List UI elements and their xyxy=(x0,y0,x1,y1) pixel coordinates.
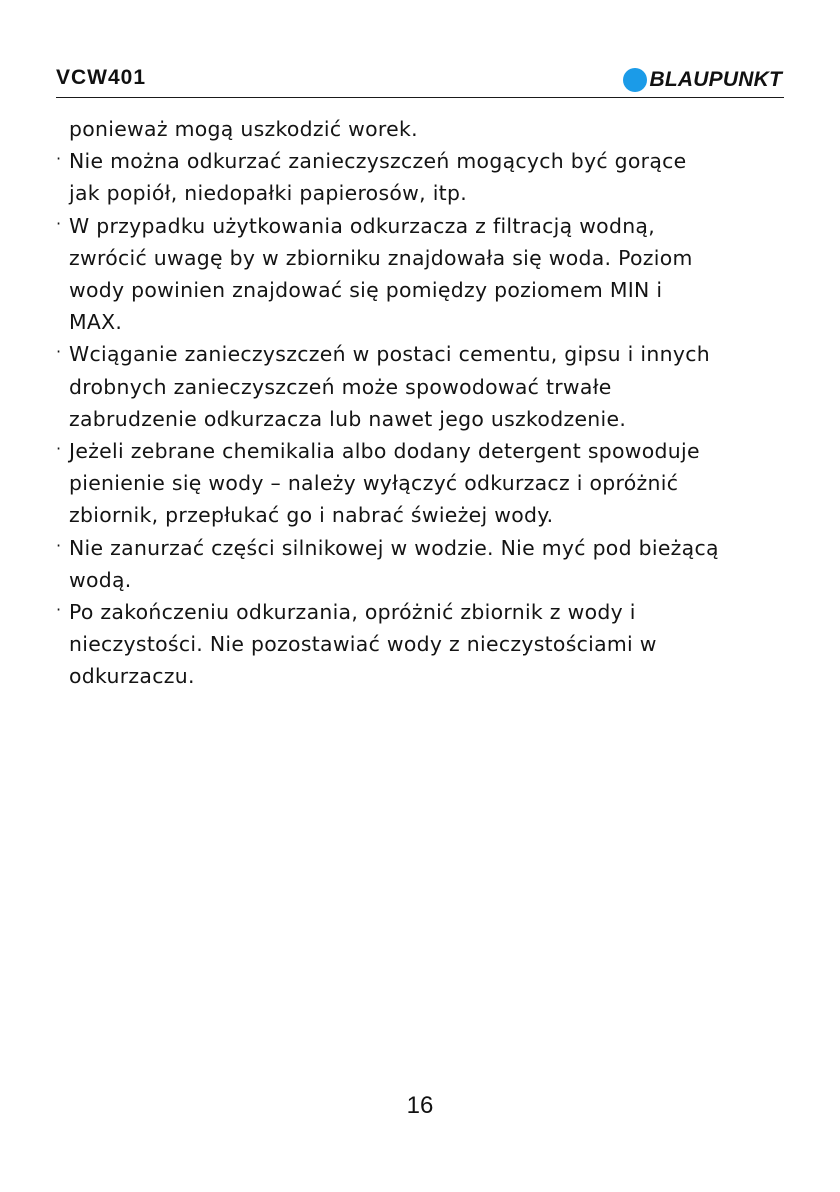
bullet-icon: · xyxy=(56,600,62,620)
model-name: VCW401 xyxy=(56,66,147,89)
list-item xyxy=(56,435,796,532)
list-item xyxy=(56,210,796,339)
list-item xyxy=(56,338,796,435)
paragraph-line: MAX. xyxy=(69,310,123,335)
brand-name: BLAUPUNKT xyxy=(649,68,782,91)
paragraph-line: W przypadku użytkowania odkurzacza z filtracją wodną, xyxy=(69,213,655,238)
paragraph-line: wodą. xyxy=(69,567,132,592)
paragraph-line: drobnych zanieczyszczeń może spowodować trwałe xyxy=(69,374,612,399)
paragraph-line: ponieważ mogą uszkodzić worek. xyxy=(69,117,418,141)
brand-dot-icon xyxy=(623,68,647,92)
paragraph-line: jak popiół, niedopałki papierosów, itp. xyxy=(69,181,467,206)
header-divider xyxy=(56,97,784,98)
bullet-icon: · xyxy=(56,535,62,555)
paragraph-line: Jeżeli zebrane chemikalia albo dodany detergent spowoduje xyxy=(69,439,700,464)
paragraph-line: Nie zanurzać części silnikowej w wodzie. Nie myć pod bieżącą xyxy=(69,535,719,560)
page-header xyxy=(56,64,784,98)
paragraph-line: Po zakończeniu odkurzania, opróżnić zbiornik z wody i xyxy=(69,600,636,625)
bullet-icon: · xyxy=(56,213,62,233)
paragraph-line: nieczystości. Nie pozostawiać wody z nieczystościami w xyxy=(69,632,657,657)
paragraph-line: pienienie się wody – należy wyłączyć odkurzacz i opróżnić xyxy=(69,471,679,496)
paragraph-line: zbiornik, przepłukać go i nabrać świeżej wody. xyxy=(69,503,554,528)
bullet-icon: · xyxy=(56,439,62,459)
list-item xyxy=(56,532,796,596)
paragraph-line: zwrócić uwagę by w zbiorniku znajdowała się woda. Poziom xyxy=(69,245,693,270)
paragraph-line: odkurzaczu. xyxy=(69,664,195,689)
brand-logo xyxy=(623,67,782,93)
list-item xyxy=(56,113,796,145)
bullet-icon: · xyxy=(56,149,62,169)
paragraph-line: Nie można odkurzać zanieczyszczeń mogących być gorące xyxy=(69,149,687,174)
paragraph-line: wody powinien znajdować się pomiędzy poziomem MIN i xyxy=(69,278,663,303)
paragraph-line: Wciąganie zanieczyszczeń w postaci cementu, gipsu i innych xyxy=(69,342,710,367)
list-item xyxy=(56,596,796,693)
list-item xyxy=(56,145,796,209)
paragraph-line: zabrudzenie odkurzacza lub nawet jego uszkodzenie. xyxy=(69,406,627,431)
instructions-list xyxy=(56,113,796,693)
page-number: 16 xyxy=(406,1092,434,1119)
bullet-icon: · xyxy=(56,342,62,362)
